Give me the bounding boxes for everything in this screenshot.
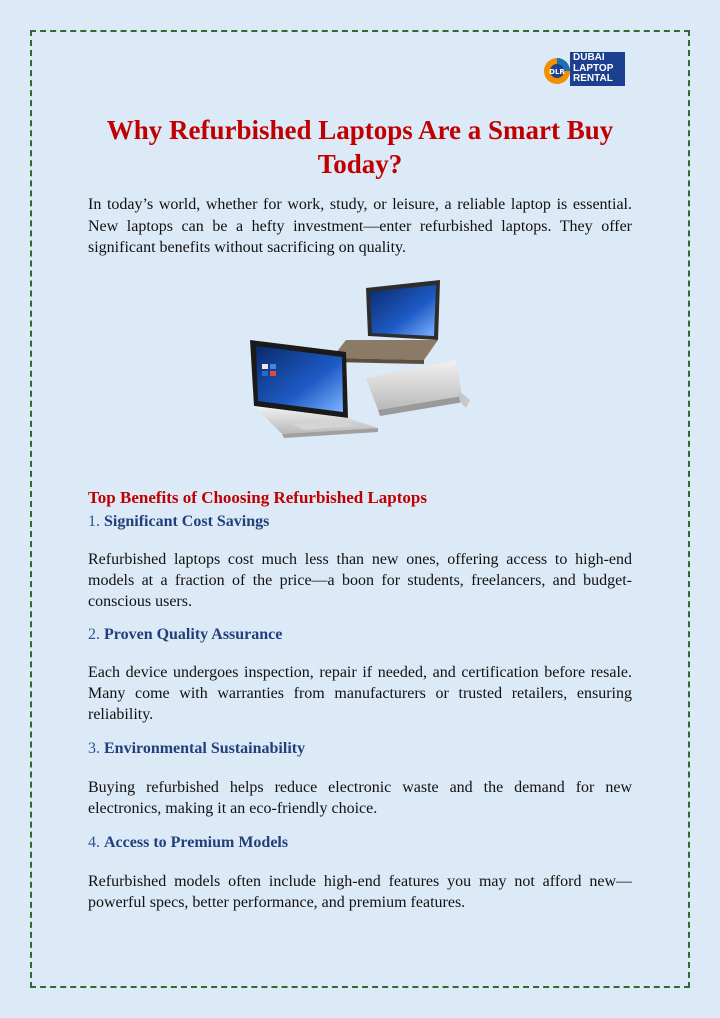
benefit-number: 4. [88,834,100,851]
intro-paragraph: In today’s world, whether for work, study, or leisure, a reliable laptop is essential. New laptops can be a hefty investment—enter refurbished laptops. They offer significant benefits without sacrificing on quality. [88,196,632,256]
logo-wordmark [570,52,625,86]
logo-badge-text: DLR [549,68,565,76]
benefit-title-3 [88,739,305,759]
page-title: Why Refurbished Laptops Are a Smart Buy Today? [106,115,614,179]
benefit-title-1 [88,512,269,532]
benefit-title-2 [88,625,282,645]
company-logo [542,50,628,88]
benefit-number: 1. [88,513,100,530]
benefit-label: Access to Premium Models [104,834,289,851]
benefit-label: Significant Cost Savings [104,513,270,530]
benefit-number: 2. [88,626,100,643]
benefit-number: 3. [88,740,100,757]
benefit-label: Environmental Sustainability [104,740,306,757]
benefit-text-1: Refurbished laptops cost much less than new ones, offering access to high-end models at a fraction of the price—a boon for students, freelancers, and budget-conscious users. [88,551,632,610]
benefit-title-4 [88,833,288,853]
laptop-back [332,280,440,364]
logo-line-1: DUBAI [573,52,605,63]
section-heading: Top Benefits of Choosing Refurbished Laptops [88,488,427,507]
laptop-right [366,360,470,416]
benefit-text-2: Each device undergoes inspection, repair if needed, and certification before resale. Many come with warranties from manufacturers or trusted retailers, ensuring reliability. [88,664,632,723]
logo-line-3: RENTAL [573,73,613,84]
logo-line-2: LAPTOP [573,62,614,74]
laptops-image [248,278,470,446]
benefit-text-4: Refurbished models often include high-end features you may not afford new—powerful specs, better performance, and premium features. [88,873,632,911]
logo-mark-icon [542,56,572,86]
benefit-text-3: Buying refurbished helps reduce electronic waste and the demand for new electronics, making it an eco-friendly choice. [88,779,632,817]
benefit-label: Proven Quality Assurance [104,626,283,643]
